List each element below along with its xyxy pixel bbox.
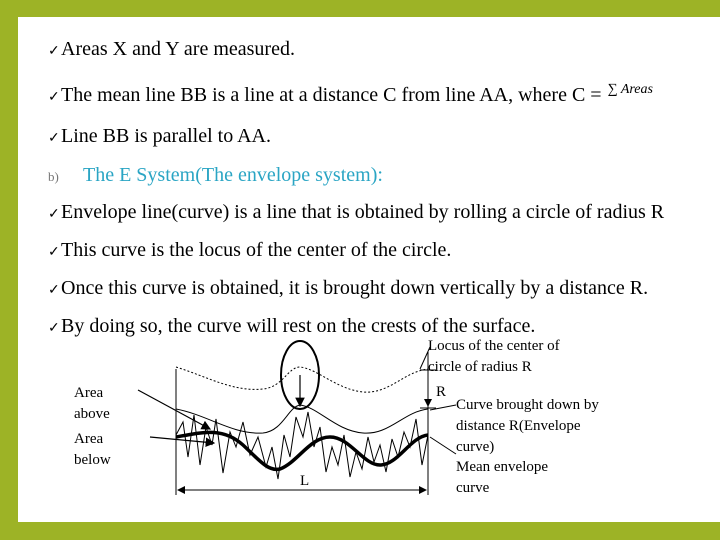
bullet-brought-down: ✓Once this curve is obtained, it is brought down vertically by a distance R. — [48, 276, 648, 303]
equation-fragment: ∑ Areas — [607, 82, 653, 97]
checkmark-icon: ✓ — [48, 44, 60, 59]
surface-profile — [176, 412, 428, 479]
subheading-marker: b) — [48, 169, 59, 184]
locus-curve — [176, 367, 428, 392]
checkmark-icon: ✓ — [48, 131, 60, 146]
checkmark-icon: ✓ — [48, 90, 60, 105]
checkmark-icon: ✓ — [48, 321, 60, 336]
locus-label: Locus of the center of circle of radius R — [428, 338, 560, 375]
bullet-crests: ✓By doing so, the curve will rest on the crests of the surface. — [48, 314, 535, 341]
length-label: L — [300, 473, 310, 489]
bullet-parallel: ✓Line BB is parallel to AA. — [48, 124, 271, 151]
checkmark-icon: ✓ — [48, 207, 60, 222]
curve-brought-down-label: Curve brought down by distance R(Envelope curve) — [456, 397, 599, 455]
slide — [18, 17, 720, 522]
radius-label: R — [436, 384, 447, 400]
mean-envelope-label: Mean envelope curve — [456, 459, 549, 496]
checkmark-icon: ✓ — [48, 245, 60, 260]
bullet-areas: ✓Areas X and Y are measured. — [48, 37, 295, 64]
bullet-envelope-line: ✓Envelope line(curve) is a line that is obtained by rolling a circle of radius R — [48, 200, 664, 227]
checkmark-icon: ✓ — [48, 283, 60, 298]
area-above-arrow — [138, 390, 210, 429]
area-below-label: Area below — [74, 431, 111, 468]
bullet-mean-line: ✓The mean line BB is a line at a distance C from line AA, where C = $^{\sum Areas}$ — [48, 83, 653, 110]
bullet-locus: ✓This curve is the locus of the center of the circle. — [48, 238, 451, 265]
subheading-e-system: b) The E System(The envelope system): — [48, 164, 383, 186]
area-above-label: Area above — [74, 385, 110, 422]
